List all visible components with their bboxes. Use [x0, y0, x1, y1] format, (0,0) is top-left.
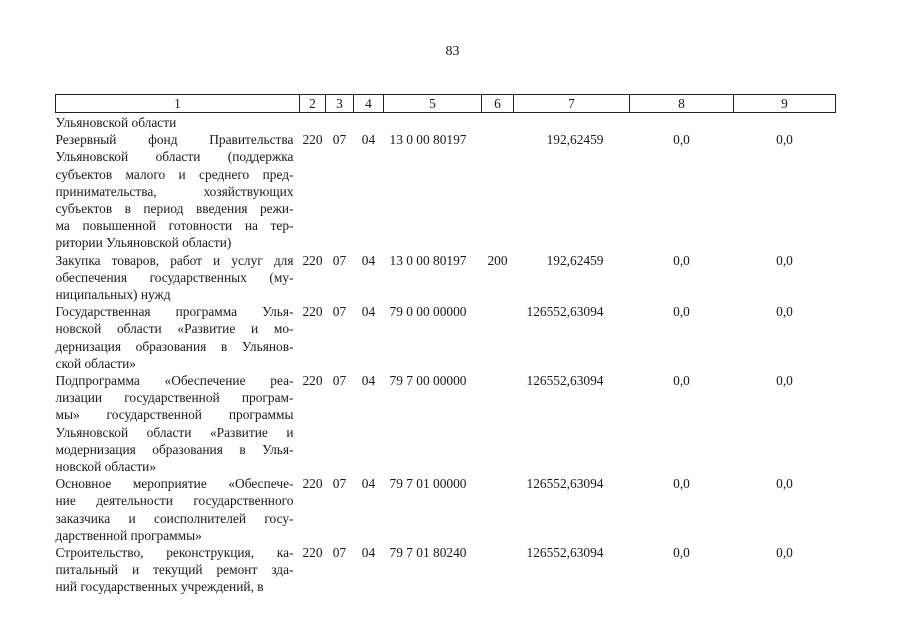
row-col-7: 126552,63094 — [526, 304, 604, 320]
row-col-6 — [482, 544, 514, 596]
row-col-8: 0,0 — [673, 304, 690, 320]
row-col-4: 04 — [361, 252, 376, 268]
row-col-2: 220 — [302, 545, 323, 561]
row-name-line: ма повышенной готовности на тер- — [55, 218, 294, 234]
row-name-line: дернизация образования в Ульянов- — [55, 338, 294, 354]
row-col-5: 13 0 00 80197 — [389, 132, 467, 148]
header-col-1: 1 — [56, 95, 300, 113]
row-col-5: 79 7 01 00000 — [389, 476, 467, 492]
row-name — [56, 303, 300, 372]
table-row — [56, 131, 836, 251]
row-col-9: 0,0 — [776, 132, 793, 148]
table-row — [56, 252, 836, 304]
header-col-3: 3 — [326, 95, 354, 113]
row-col-8: 0,0 — [673, 132, 690, 148]
row-col-8: 0,0 — [673, 252, 690, 268]
row-col-2: 220 — [302, 373, 323, 389]
row-name-line: Основное мероприятие «Обеспече- — [55, 476, 294, 492]
row-name-line: мы» государственной программы — [55, 407, 294, 423]
header-col-6: 6 — [482, 95, 514, 113]
row-col-2: 220 — [302, 476, 323, 492]
row-col-4: 04 — [361, 304, 376, 320]
page-number: 83 — [445, 44, 460, 59]
row-name — [56, 544, 300, 596]
row-col-6 — [482, 475, 514, 544]
row-name-line: Строительство, реконструкция, ка- — [55, 545, 294, 561]
row-col-7: 192,62459 — [546, 252, 604, 268]
row-name-line: ниципальных) нужд — [55, 287, 171, 303]
row-name-line: субъектов малого и среднего пред- — [55, 166, 294, 182]
header-col-7: 7 — [514, 95, 630, 113]
row-col-2: 220 — [302, 304, 323, 320]
row-col-7: 126552,63094 — [526, 545, 604, 561]
row-col-9: 0,0 — [776, 304, 793, 320]
header-row — [56, 95, 836, 113]
row-name-line: Ульяновской области (поддержка — [55, 149, 294, 165]
row-name — [56, 475, 300, 544]
row-col-8: 0,0 — [673, 373, 690, 389]
row-name-line: лизации государственной програм- — [55, 390, 294, 406]
header-col-4: 4 — [354, 95, 384, 113]
row-name-line: Государственная программа Улья- — [55, 304, 294, 320]
row-name — [56, 252, 300, 304]
row-name-line: ритории Ульяновской области) — [55, 235, 232, 251]
row-name — [56, 372, 300, 475]
row-name-line: ние деятельности государственного — [55, 493, 294, 509]
table-row — [56, 303, 836, 372]
budget-table — [55, 94, 836, 596]
row-col-3: 07 — [332, 545, 347, 561]
row-col-5: 79 7 01 80240 — [389, 545, 467, 561]
row-col-3: 07 — [332, 304, 347, 320]
row-name-line: ний государственных учреждений, в — [55, 579, 264, 595]
row-col-6 — [482, 131, 514, 251]
row-name-line: Резервный фонд Правительства — [55, 132, 294, 148]
row-col-3: 07 — [332, 373, 347, 389]
row-col-9: 0,0 — [776, 545, 793, 561]
table-row — [56, 372, 836, 475]
row-col-9: 0,0 — [776, 476, 793, 492]
row-name-line: Закупка товаров, работ и услуг для — [55, 252, 294, 268]
row-col-2: 220 — [302, 132, 323, 148]
row-col-8: 0,0 — [673, 545, 690, 561]
row-name-line: ской области» — [55, 355, 136, 371]
row-col-6: 200 — [487, 252, 508, 268]
continuation-row — [56, 113, 836, 132]
row-col-7: 126552,63094 — [526, 373, 604, 389]
row-col-4: 04 — [361, 373, 376, 389]
row-name-line: заказчика и соисполнителей госу- — [55, 510, 294, 526]
table-row — [56, 475, 836, 544]
row-name-line: новской области» — [55, 459, 157, 475]
row-name-line: принимательства, хозяйствующих — [55, 183, 294, 199]
continuation-text: Ульяновской области — [55, 115, 177, 130]
row-col-5: 79 7 00 00000 — [389, 373, 467, 389]
row-name — [56, 131, 300, 251]
row-col-8: 0,0 — [673, 476, 690, 492]
row-col-6 — [482, 303, 514, 372]
row-col-7: 192,62459 — [546, 132, 604, 148]
header-col-8: 8 — [630, 95, 734, 113]
header-col-5: 5 — [384, 95, 482, 113]
row-name-line: Подпрограмма «Обеспечение реа- — [55, 373, 294, 389]
header-col-9: 9 — [734, 95, 836, 113]
row-name-line: модернизация образования в Улья- — [55, 441, 294, 457]
row-name-line: субъектов в период введения режи- — [55, 201, 294, 217]
row-col-6 — [482, 372, 514, 475]
row-col-4: 04 — [361, 476, 376, 492]
row-col-9: 0,0 — [776, 252, 793, 268]
row-name-line: новской области «Развитие и мо- — [55, 321, 294, 337]
row-col-2: 220 — [302, 252, 323, 268]
row-col-9: 0,0 — [776, 373, 793, 389]
row-col-3: 07 — [332, 476, 347, 492]
table-row — [56, 544, 836, 596]
row-col-7: 126552,63094 — [526, 476, 604, 492]
header-col-2: 2 — [300, 95, 326, 113]
row-name-line: питальный и текущий ремонт зда- — [55, 562, 294, 578]
row-col-4: 04 — [361, 132, 376, 148]
row-col-5: 79 0 00 00000 — [389, 304, 467, 320]
row-col-3: 07 — [332, 132, 347, 148]
row-name-line: обеспечения государственных (му- — [55, 269, 294, 285]
row-name-line: Ульяновской области «Развитие и — [55, 424, 294, 440]
row-col-5: 13 0 00 80197 — [389, 252, 467, 268]
row-col-4: 04 — [361, 545, 376, 561]
row-col-3: 07 — [332, 252, 347, 268]
row-name-line: дарственной программы» — [55, 527, 202, 543]
